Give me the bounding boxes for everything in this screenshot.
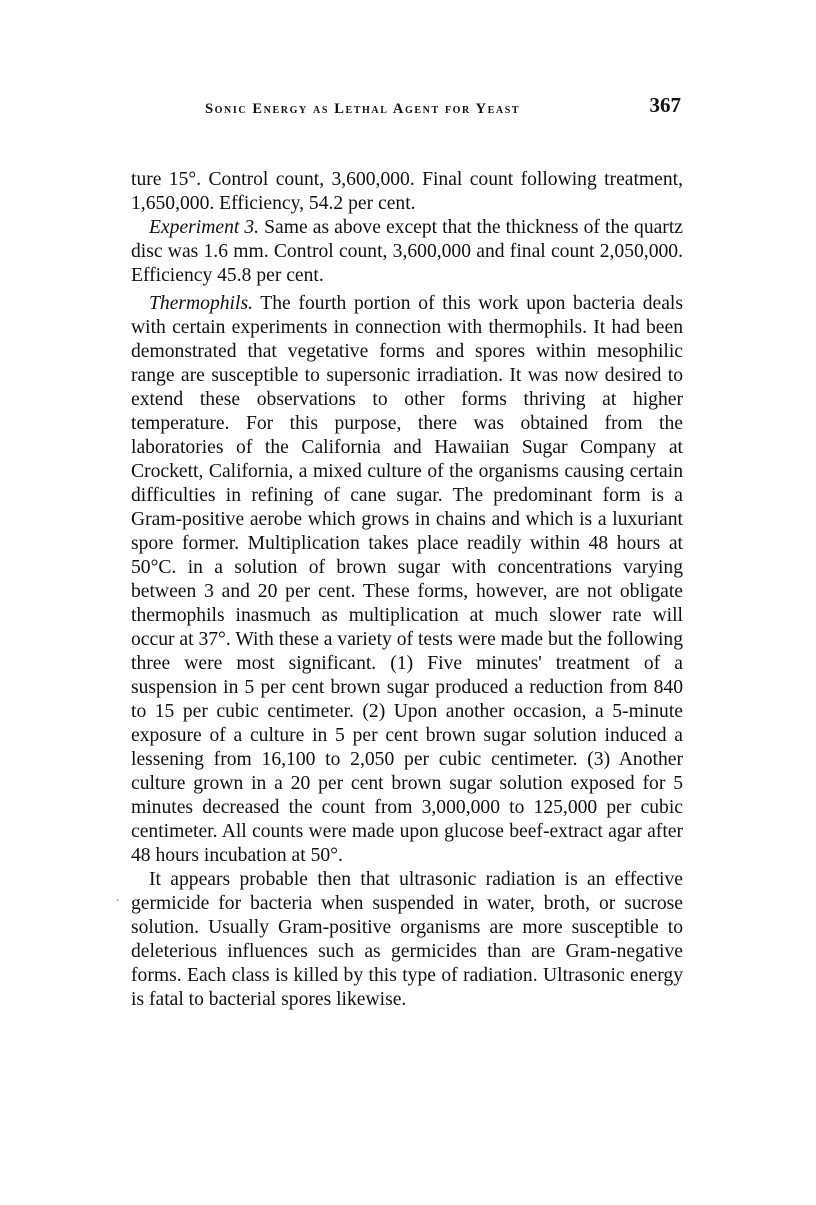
text-block-main <box>131 292 683 1012</box>
thermophils-text: The fourth portion of this work upon bacteria deals with certain experiments in connection with thermophils. It had been demonstrated that vegetative forms and spores within mesophilic range are susceptible to supersonic irradiation. It was now desired to extend these observations to other forms thriving at higher temperature. For this purpose, there was obtained from the laboratories of the California and Hawaiian Sugar Company at Crockett, California, a mixed culture of the organisms causing certain difficulties in refining of cane sugar. The predominant form is a Gram-positive aerobe which grows in chains and which is a luxuriant spore former. Multiplication takes place readily within 48 hours at 50°C. in a solution of brown sugar with concentrations varying between 3 and 20 per cent. These forms, however, are not obligate thermophils inasmuch as multiplication at much slower rate will occur at 37°. With these a variety of tests were made but the following three were most significant. (1) Five minutes' treatment of a suspension in 5 per cent brown sugar produced a reduction from 840 to 15 per cubic centimeter. (2) Upon another occasion, a 5-minute exposure of a culture in 5 per cent brown sugar solution induced a lessening from 16,100 to 2,050 per cubic centimeter. (3) Another culture grown in a 20 per cent brown sugar solution exposed for 5 minutes decreased the count from 3,000,000 to 125,000 per cubic centimeter. All counts were made upon glucose beef-extract agar after 48 hours incubation at 50°. <box>131 293 683 866</box>
paragraph-continuation: ture 15°. Control count, 3,600,000. Final count following treatment, 1,650,000. Efficiency, 54.2 per cent. <box>131 169 683 214</box>
paragraph-conclusion: It appears probable then that ultrasonic radiation is an effective germicide for bacteria when suspended in water, broth, or sucrose solution. Usually Gram-positive organisms are more susceptible to deleterious influences such as germicides than are Gram-negative forms. Each class is killed by this type of radiation. Ultrasonic energy is fatal to bacterial spores likewise. <box>131 869 683 1010</box>
page-number: 367 <box>649 93 681 117</box>
experiment-label: Experiment 3. <box>149 217 260 238</box>
experiment-text: Same as above except that the thickness of the quartz disc was 1.6 mm. Control count, 3,600,000 and final count 2,050,000. Efficiency 45.8 per cent. <box>131 217 683 286</box>
margin-mark: . <box>116 890 120 905</box>
paragraph-experiment-3 <box>131 216 683 288</box>
running-title: Sonic Energy as Lethal Agent for Yeast <box>205 101 521 117</box>
paragraph-thermophils <box>131 292 683 868</box>
running-head <box>131 93 683 123</box>
text-block-top <box>131 168 683 288</box>
thermophils-label: Thermophils. <box>149 293 253 314</box>
